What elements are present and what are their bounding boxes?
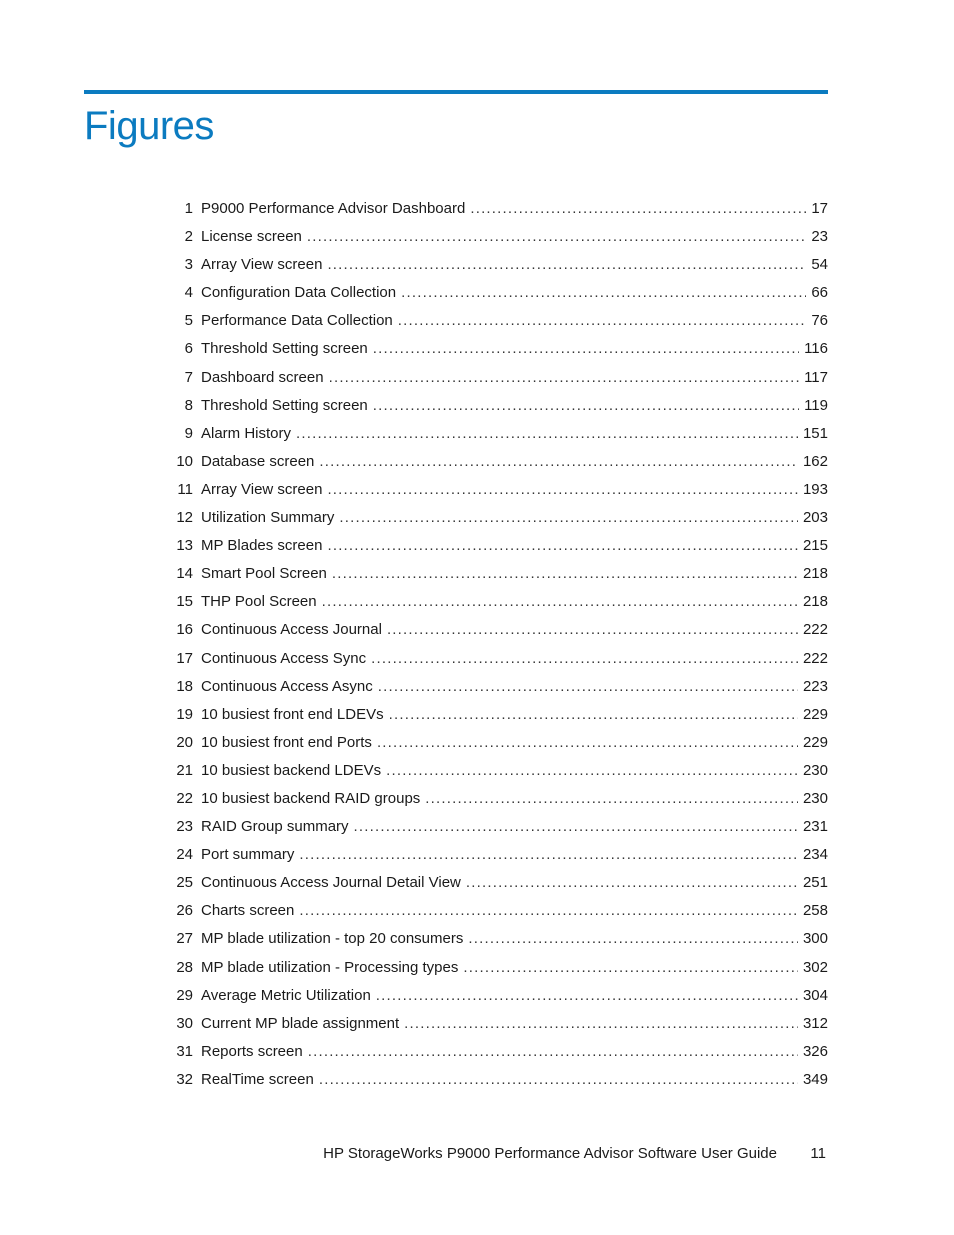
figure-entry[interactable] [160, 504, 828, 532]
dot-leader [463, 954, 798, 982]
figure-page-number[interactable]: 17 [811, 200, 828, 217]
figure-page-number[interactable]: 218 [802, 593, 828, 611]
figure-number: 17 [176, 649, 193, 667]
figure-number: 9 [184, 424, 193, 442]
figure-title[interactable]: 10 busiest backend RAID groups [201, 789, 421, 807]
figure-entry[interactable] [160, 982, 828, 1010]
figure-number: 3 [184, 256, 193, 274]
figure-title[interactable]: Database screen [201, 452, 315, 470]
figure-number: 30 [176, 1014, 193, 1032]
figure-title[interactable]: THP Pool Screen [201, 593, 317, 611]
figure-number: 22 [176, 789, 193, 807]
figure-number: 26 [176, 902, 193, 920]
figure-number: 11 [177, 480, 193, 498]
figure-entry[interactable] [160, 195, 828, 223]
figure-title[interactable]: License screen [201, 228, 302, 246]
figure-number: 31 [176, 1042, 193, 1060]
dot-leader [299, 897, 798, 925]
figure-page-number[interactable]: 23 [811, 228, 828, 246]
figure-title[interactable]: Continuous Access Journal [201, 621, 382, 639]
figure-entry[interactable] [160, 729, 828, 757]
figure-title[interactable]: RealTime screen [201, 1070, 314, 1088]
figure-title[interactable]: Utilization Summary [201, 509, 335, 527]
figure-entry[interactable] [160, 1038, 828, 1066]
figure-page-number[interactable]: 234 [802, 846, 828, 864]
figure-entry[interactable] [160, 476, 828, 504]
figure-entry[interactable] [160, 364, 828, 392]
figure-number: 7 [184, 368, 193, 386]
figure-entry[interactable] [160, 673, 828, 701]
figure-page-number[interactable]: 231 [802, 818, 828, 836]
dot-leader [398, 307, 807, 335]
figure-entry[interactable] [160, 392, 828, 420]
figure-title[interactable]: Continuous Access Async [201, 677, 373, 695]
figure-title[interactable]: Charts screen [201, 902, 295, 920]
figure-number: 14 [176, 565, 193, 583]
figure-number: 27 [176, 930, 193, 948]
figure-entry[interactable] [160, 925, 828, 953]
page-title: Figures [84, 104, 214, 148]
figure-page-number[interactable]: 326 [802, 1042, 828, 1060]
figure-entry[interactable] [160, 307, 828, 335]
dot-leader [332, 560, 798, 588]
figure-title[interactable]: 10 busiest front end LDEVs [201, 705, 384, 723]
figure-title[interactable]: Continuous Access Journal Detail View [201, 874, 461, 892]
figure-entry[interactable] [160, 616, 828, 644]
dot-leader [377, 729, 798, 757]
figure-entry[interactable] [160, 701, 828, 729]
figure-entry[interactable] [160, 588, 828, 616]
dot-leader [466, 869, 798, 897]
figure-entry[interactable] [160, 223, 828, 251]
figure-number: 4 [184, 284, 193, 302]
dot-leader [373, 392, 799, 420]
figure-page-number[interactable]: 230 [802, 789, 828, 807]
figure-page-number[interactable]: 222 [802, 621, 828, 639]
figure-page-number[interactable]: 76 [811, 312, 828, 330]
figure-number: 10 [176, 452, 193, 470]
figure-title[interactable]: Dashboard screen [201, 368, 324, 386]
figure-entry[interactable] [160, 757, 828, 785]
figure-entry[interactable] [160, 869, 828, 897]
figure-page-number[interactable]: 116 [804, 340, 828, 358]
figure-number: 16 [176, 621, 193, 639]
figure-title[interactable]: 10 busiest front end Ports [201, 733, 372, 751]
figure-page-number[interactable]: 304 [802, 986, 828, 1004]
figure-title[interactable]: MP blade utilization - Processing types [201, 958, 459, 976]
figure-page-number[interactable]: 223 [802, 677, 828, 695]
figure-entry[interactable] [160, 335, 828, 363]
figure-page-number[interactable]: 215 [802, 537, 828, 555]
figure-entry[interactable] [160, 1066, 828, 1094]
figure-number: 13 [176, 537, 193, 555]
dot-leader [404, 1010, 798, 1038]
figure-page-number[interactable]: 54 [811, 256, 828, 274]
figure-entry[interactable] [160, 560, 828, 588]
figure-page-number[interactable]: 66 [811, 284, 828, 302]
figure-entry[interactable] [160, 532, 828, 560]
figure-title[interactable]: MP blade utilization - top 20 consumers [201, 930, 464, 948]
figure-title[interactable]: Continuous Access Sync [201, 649, 367, 667]
figure-number: 12 [176, 509, 193, 527]
header-rule [84, 90, 828, 94]
figure-page-number[interactable]: 251 [802, 874, 828, 892]
dot-leader [322, 588, 798, 616]
figure-entry[interactable] [160, 420, 828, 448]
footer-document-title: HP StorageWorks P9000 Performance Advisor Software User Guide [323, 1145, 777, 1162]
figure-number: 20 [176, 733, 193, 751]
figure-page-number[interactable]: 300 [802, 930, 828, 948]
figure-title[interactable]: Reports screen [201, 1042, 303, 1060]
figure-number: 6 [184, 340, 193, 358]
figure-page-number[interactable]: 203 [802, 509, 828, 527]
figure-title[interactable]: Current MP blade assignment [201, 1014, 400, 1032]
figure-number: 28 [176, 958, 193, 976]
figure-number: 24 [176, 846, 193, 864]
dot-leader [296, 420, 798, 448]
figure-title[interactable]: 10 busiest backend LDEVs [201, 761, 382, 779]
figure-page-number[interactable]: 230 [802, 761, 828, 779]
figure-title[interactable]: Smart Pool Screen [201, 565, 327, 583]
figure-number: 8 [184, 396, 193, 414]
figure-page-number[interactable]: 229 [802, 705, 828, 723]
figure-entry[interactable] [160, 645, 828, 673]
figure-number: 19 [176, 705, 193, 723]
figure-entry[interactable] [160, 785, 828, 813]
figure-page-number[interactable]: 151 [802, 424, 828, 442]
figure-title[interactable]: Threshold Setting screen [201, 340, 368, 358]
figure-page-number[interactable]: 349 [802, 1070, 828, 1088]
dot-leader [470, 195, 806, 223]
dot-leader [401, 279, 806, 307]
figure-number: 21 [176, 761, 193, 779]
figure-title[interactable]: Performance Data Collection [201, 312, 393, 330]
dot-leader [308, 1038, 798, 1066]
figure-page-number[interactable]: 312 [802, 1014, 828, 1032]
figure-page-number[interactable]: 119 [804, 396, 828, 414]
dot-leader [319, 448, 798, 476]
dot-leader [307, 223, 806, 251]
dot-leader [354, 813, 798, 841]
figure-number: 1 [184, 200, 193, 217]
dot-leader [389, 701, 798, 729]
figure-page-number[interactable]: 258 [802, 902, 828, 920]
figure-number: 32 [176, 1070, 193, 1088]
dot-leader [468, 925, 798, 953]
figure-title[interactable]: RAID Group summary [201, 818, 349, 836]
figure-number: 23 [176, 818, 193, 836]
figure-number: 5 [184, 312, 193, 330]
figure-number: 2 [184, 228, 193, 246]
figure-title[interactable]: P9000 Performance Advisor Dashboard [201, 200, 466, 217]
figure-list [160, 195, 828, 1094]
dot-leader [339, 504, 798, 532]
figure-number: 29 [176, 986, 193, 1004]
figure-title[interactable]: Configuration Data Collection [201, 284, 397, 302]
dot-leader [371, 645, 798, 673]
dot-leader [319, 1066, 798, 1094]
figure-title[interactable]: Array View screen [201, 480, 323, 498]
figure-entry[interactable] [160, 448, 828, 476]
page-footer [0, 1142, 954, 1166]
figure-title[interactable]: MP Blades screen [201, 537, 323, 555]
dot-leader [327, 476, 798, 504]
footer-page-number: 11 [810, 1145, 826, 1162]
dot-leader [329, 364, 800, 392]
figure-number: 25 [176, 874, 193, 892]
dot-leader [376, 982, 798, 1010]
figure-title[interactable]: Average Metric Utilization [201, 986, 371, 1004]
figure-entry[interactable] [160, 251, 828, 279]
dot-leader [378, 673, 798, 701]
dot-leader [299, 841, 798, 869]
figure-page-number[interactable]: 117 [804, 368, 828, 386]
figure-page-number[interactable]: 302 [802, 958, 828, 976]
figure-title[interactable]: Port summary [201, 846, 295, 864]
figure-page-number[interactable]: 162 [802, 452, 828, 470]
figure-title[interactable]: Array View screen [201, 256, 323, 274]
figure-entry[interactable] [160, 813, 828, 841]
figure-title[interactable]: Alarm History [201, 424, 292, 442]
figure-entry[interactable] [160, 897, 828, 925]
figure-number: 18 [176, 677, 193, 695]
figure-entry[interactable] [160, 1010, 828, 1038]
dot-leader [386, 757, 798, 785]
dot-leader [327, 532, 798, 560]
figure-page-number[interactable]: 229 [802, 733, 828, 751]
dot-leader [327, 251, 806, 279]
figure-page-number[interactable]: 218 [802, 565, 828, 583]
dot-leader [425, 785, 798, 813]
dot-leader [387, 616, 798, 644]
figure-entry[interactable] [160, 279, 828, 307]
figure-entry[interactable] [160, 841, 828, 869]
figure-number: 15 [176, 593, 193, 611]
figure-page-number[interactable]: 193 [802, 480, 828, 498]
figure-entry[interactable] [160, 954, 828, 982]
figure-title[interactable]: Threshold Setting screen [201, 396, 368, 414]
dot-leader [373, 335, 799, 363]
figure-page-number[interactable]: 222 [802, 649, 828, 667]
